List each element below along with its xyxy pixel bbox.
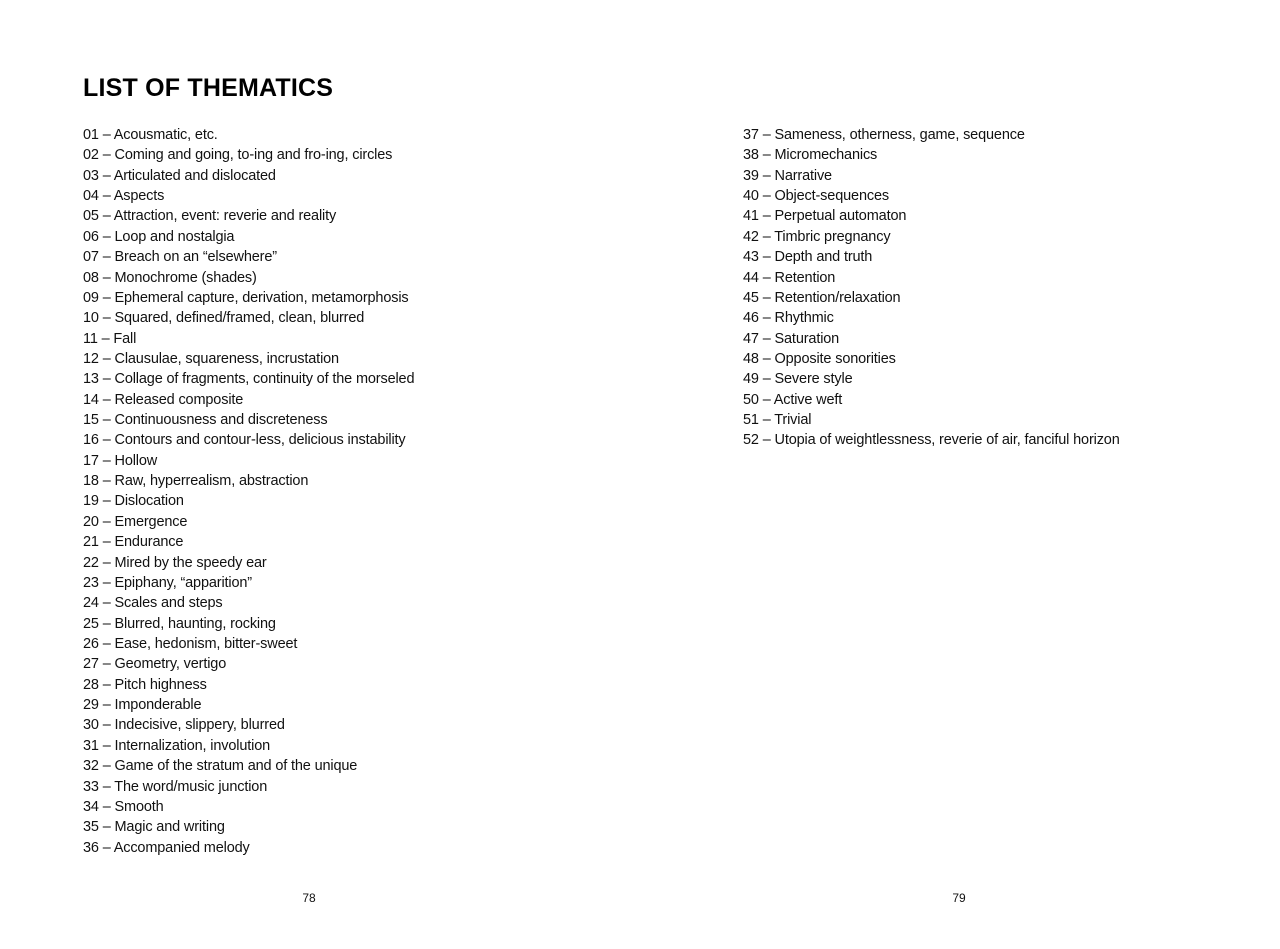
list-item: 51 – Trivial bbox=[743, 412, 812, 429]
page-title: LIST OF THEMATICS bbox=[83, 74, 334, 102]
list-item: 40 – Object-sequences bbox=[743, 188, 889, 205]
list-item: 24 – Scales and steps bbox=[83, 595, 223, 612]
page-number-left: 78 bbox=[302, 891, 316, 905]
list-item: 43 – Depth and truth bbox=[743, 249, 873, 266]
list-item: 17 – Hollow bbox=[83, 452, 158, 469]
list-item: 38 – Micromechanics bbox=[743, 147, 878, 164]
list-item: 18 – Raw, hyperrealism, abstraction bbox=[83, 473, 309, 490]
list-item: 27 – Geometry, vertigo bbox=[83, 656, 227, 673]
list-item: 33 – The word/music junction bbox=[83, 778, 268, 795]
list-item: 49 – Severe style bbox=[743, 371, 853, 388]
list-item: 34 – Smooth bbox=[83, 798, 164, 815]
list-item: 29 – Imponderable bbox=[83, 697, 202, 714]
list-item: 08 – Monochrome (shades) bbox=[83, 269, 257, 286]
list-item: 28 – Pitch highness bbox=[83, 676, 207, 693]
page-number-right: 79 bbox=[952, 891, 966, 905]
list-item: 19 – Dislocation bbox=[83, 493, 184, 510]
list-item: 26 – Ease, hedonism, bitter-sweet bbox=[83, 635, 298, 652]
list-item: 21 – Endurance bbox=[83, 534, 184, 551]
thematics-list-left bbox=[83, 125, 414, 858]
list-item: 32 – Game of the stratum and of the unique bbox=[83, 758, 358, 775]
list-item: 20 – Emergence bbox=[83, 513, 188, 530]
list-item: 16 – Contours and contour-less, delicious instability bbox=[83, 432, 406, 449]
list-item: 02 – Coming and going, to-ing and fro-ing, circles bbox=[83, 147, 393, 164]
list-item: 46 – Rhythmic bbox=[743, 310, 834, 327]
list-item: 47 – Saturation bbox=[743, 330, 840, 347]
list-item: 50 – Active weft bbox=[743, 391, 843, 408]
list-item: 25 – Blurred, haunting, rocking bbox=[83, 615, 276, 632]
list-item: 05 – Attraction, event: reverie and reality bbox=[83, 208, 337, 225]
list-item: 44 – Retention bbox=[743, 269, 836, 286]
list-item: 11 – Fall bbox=[83, 330, 137, 347]
list-item: 12 – Clausulae, squareness, incrustation bbox=[83, 350, 339, 367]
list-item: 10 – Squared, defined/framed, clean, blurred bbox=[83, 310, 365, 327]
list-item: 07 – Breach on an “elsewhere” bbox=[83, 249, 277, 266]
list-item: 45 – Retention/relaxation bbox=[743, 289, 901, 306]
list-item: 36 – Accompanied melody bbox=[83, 839, 250, 856]
list-item: 03 – Articulated and dislocated bbox=[83, 167, 276, 184]
list-item: 37 – Sameness, otherness, game, sequence bbox=[743, 127, 1025, 143]
list-item: 42 – Timbric pregnancy bbox=[743, 228, 891, 245]
list-item: 15 – Continuousness and discreteness bbox=[83, 412, 328, 429]
list-item: 06 – Loop and nostalgia bbox=[83, 228, 235, 245]
list-item: 23 – Epiphany, “apparition” bbox=[83, 574, 252, 591]
list-item: 48 – Opposite sonorities bbox=[743, 350, 896, 367]
list-item: 13 – Collage of fragments, continuity of the morseled bbox=[83, 371, 415, 388]
list-item: 30 – Indecisive, slippery, blurred bbox=[83, 717, 285, 734]
list-item: 09 – Ephemeral capture, derivation, metamorphosis bbox=[83, 289, 409, 306]
list-item: 41 – Perpetual automaton bbox=[743, 208, 907, 225]
list-item: 01 – Acousmatic, etc. bbox=[83, 127, 218, 143]
list-item: 39 – Narrative bbox=[743, 167, 832, 184]
list-item: 14 – Released composite bbox=[83, 391, 244, 408]
list-item: 31 – Internalization, involution bbox=[83, 737, 271, 754]
list-item: 35 – Magic and writing bbox=[83, 819, 225, 836]
list-item: 52 – Utopia of weightlessness, reverie of air, fanciful horizon bbox=[743, 432, 1120, 449]
list-item: 22 – Mired by the speedy ear bbox=[83, 554, 267, 571]
list-item: 04 – Aspects bbox=[83, 188, 165, 205]
thematics-list-right bbox=[743, 125, 1120, 451]
